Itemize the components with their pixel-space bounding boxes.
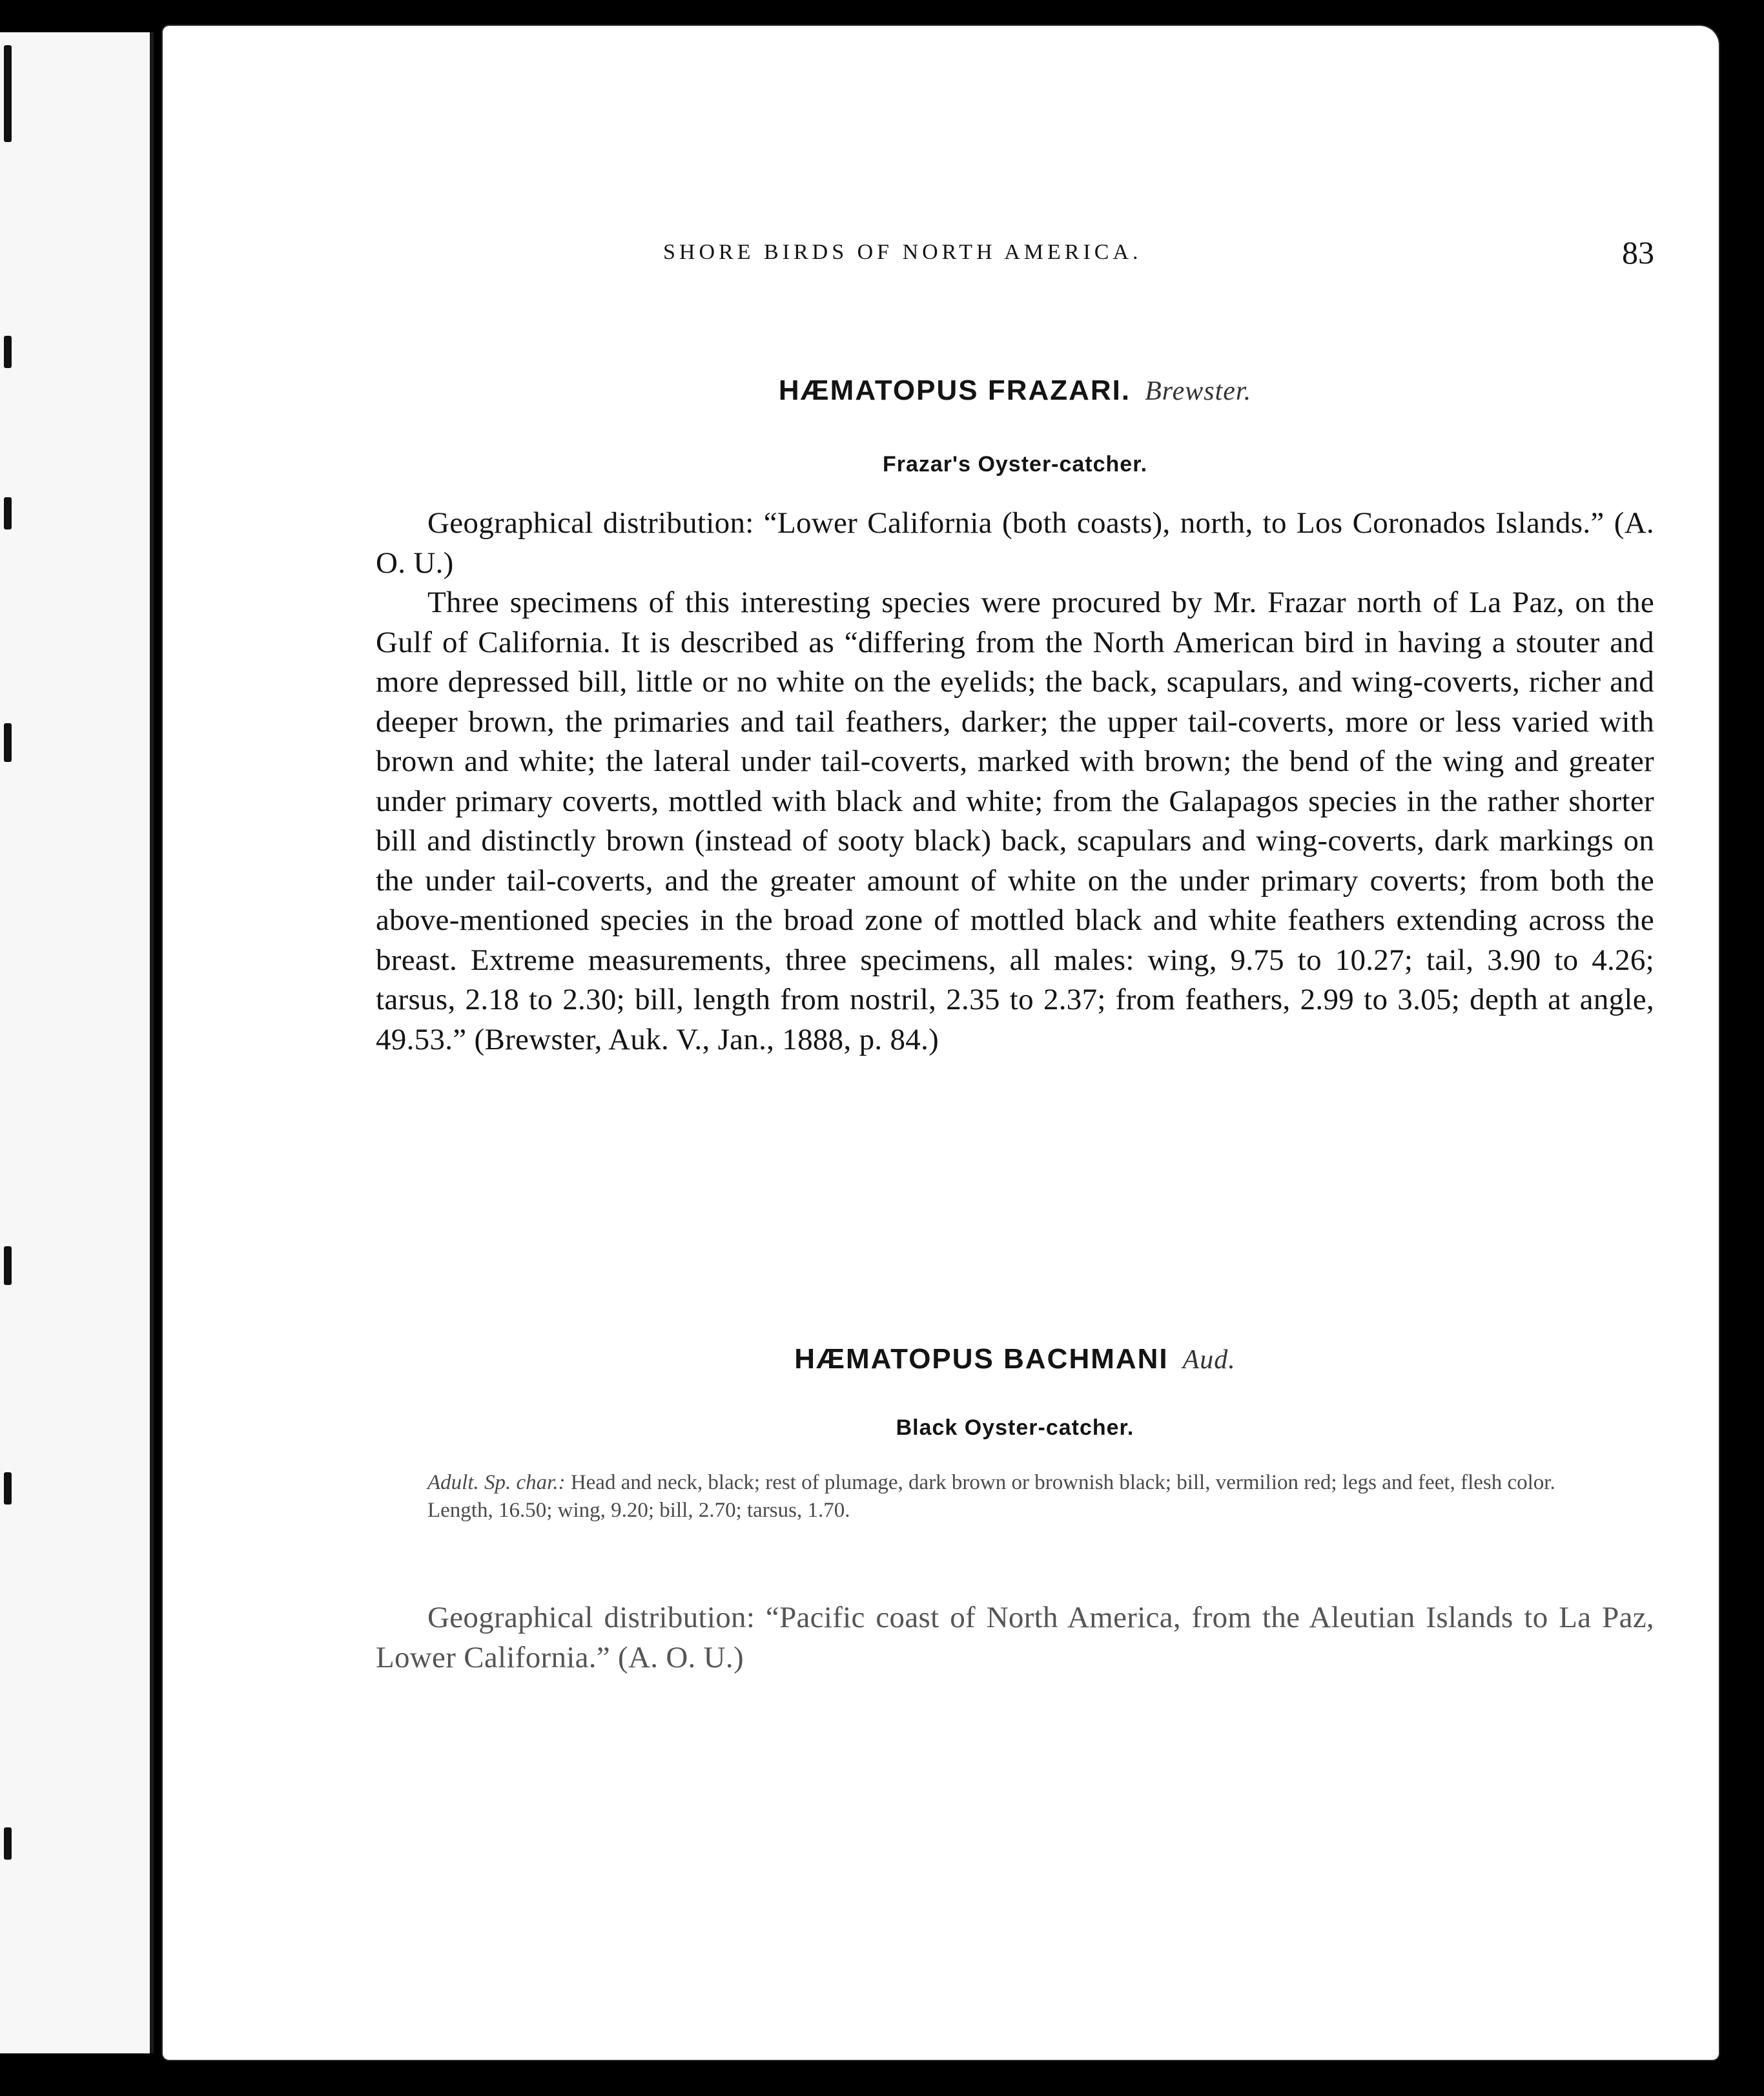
paragraph: Geographical distribution: “Lower California (both coasts), north, to Los Coronados Islands.” (A. O. U.) (376, 506, 1654, 580)
specific-characters (376, 1469, 1654, 1525)
characters-description (376, 1469, 1654, 1497)
binding-mark (4, 336, 12, 368)
sp-char-label: Sp. char.: (484, 1471, 566, 1494)
paragraph: Three specimens of this interesting species were procured by Mr. Frazar north of La Paz, on the Gulf of California. It is described as “differing from the North American bird in having a stouter and more depressed bill, little or no white on the eyelids; the back, scapulars, and wing-coverts, richer and deeper brown, the primaries and tail feathers, darker; the upper tail-coverts, more or less varied with brown and white; the lateral under tail-coverts, marked with brown; the bend of the wing and greater under primary coverts, mottled with black and white; from the Galapagos species in the rather shorter bill and distinctly brown (instead of sooty black) back, scapulars and wing-coverts, dark markings on the under tail-coverts, and the greater amount of white on the under primary coverts; from both the above-mentioned species in the broad zone of mottled black and white feathers extending across the breast. Extreme measurements, three specimens, all males: wing, 9.75 to 10.27; tail, 3.90 to 4.26; tarsus, 2.18 to 2.30; bill, length from nostril, 2.35 to 2.37; from feathers, 2.99 to 3.05; depth at angle, 49.53.” (Brewster, Auk. V., Jan., 1888, p. 84.) (376, 586, 1654, 1056)
running-head (376, 234, 1654, 272)
entry-body-bachmani (376, 1598, 1654, 1678)
running-title: SHORE BIRDS OF NORTH AMERICA. (663, 240, 1142, 264)
binding-mark (4, 497, 12, 529)
species-authority: Brewster. (1145, 376, 1252, 406)
binding-mark (4, 1472, 12, 1505)
binding-mark (4, 1827, 12, 1860)
measurements: Length, 16.50; wing, 9.20; bill, 2.70; tarsus, 1.70. (427, 1499, 850, 1522)
page-number: 83 (1622, 234, 1654, 271)
binding-mark (4, 1246, 12, 1285)
book-page (163, 26, 1719, 2060)
species-name: HÆMATOPUS FRAZARI. (778, 375, 1131, 406)
paragraph: Geographical distribution: “Pacific coast of North America, from the Aleutian Islands to La Paz, Lower California.” (A. O. U.) (376, 1601, 1654, 1674)
species-authority: Aud. (1182, 1345, 1236, 1375)
binding-mark (4, 723, 12, 762)
binding-mark (4, 45, 12, 142)
characters-text: Head and neck, black; rest of plumage, dark brown or brownish black; bill, vermilion red; legs and feet, flesh color. (570, 1471, 1555, 1494)
common-name-bachmani: Black Oyster-catcher. (896, 1415, 1134, 1440)
common-name-frazari: Frazar's Oyster-catcher. (882, 452, 1148, 477)
entry-body-frazari (376, 504, 1654, 1060)
species-heading-frazari (376, 375, 1654, 407)
species-heading-bachmani (376, 1343, 1654, 1375)
adult-label: Adult. (427, 1471, 479, 1494)
facing-page-edge (0, 32, 154, 2053)
species-name: HÆMATOPUS BACHMANI (794, 1343, 1169, 1375)
